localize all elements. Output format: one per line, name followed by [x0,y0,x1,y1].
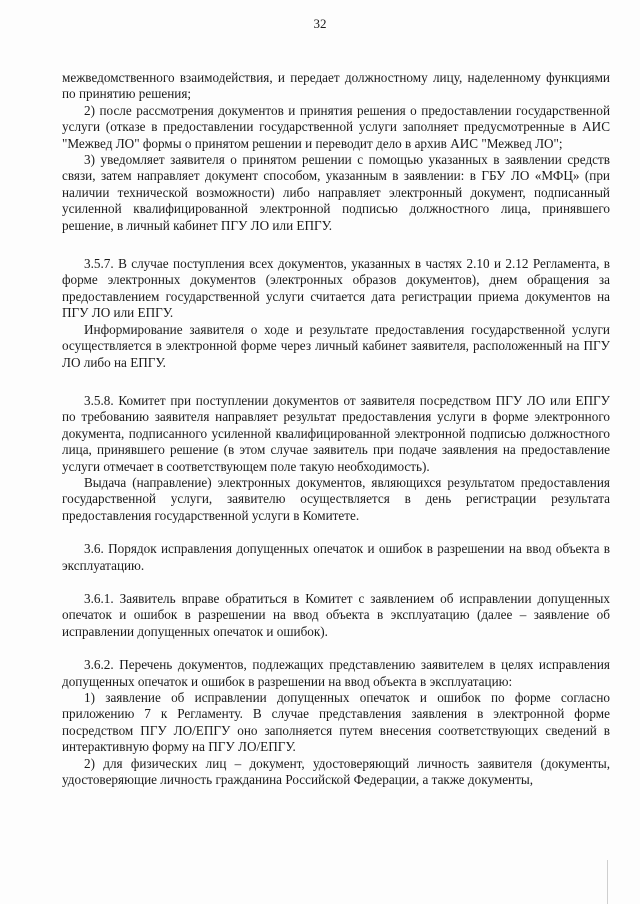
clause-3-6-2: 3.6.2. Перечень документов, подлежащих представлению заявителем в целях исправления допущенных опечаток и ошибок в разрешении на ввод объекта в эксплуатацию: [62,657,610,689]
page-number: 32 [313,16,327,31]
list-item-2: 2) после рассмотрения документов и принятия решения о предоставлении государственной услуги (отказе в предоставлении государственной услуги заполняет предусмотренные в АИС "Межвед ЛО" формы о принятом решении и переводит дело в архив АИС "Межвед ЛО"; [62,102,610,151]
document-body [62,70,610,788]
clause-3-5-8-issue: Выдача (направление) электронных документов, являющихся результатом предоставления государственной услуги, заявителю осуществляется в день регистрации результата предоставления государственной услуги в Комитете. [62,474,610,523]
paragraph-spacer [62,640,610,657]
clause-3-5-7: 3.5.7. В случае поступления всех документов, указанных в частях 2.10 и 2.12 Регламента, в форме электронных документов (электронных образов документов), днем обращения за предоставлением государственной услуги считается дата регистрации приема документов на ПГУ ЛО или ЕПГУ. [62,256,610,321]
list-item-3: 3) уведомляет заявителя о принятом решении с помощью указанных в заявлении средств связи, затем направляет документ способом, указанным в заявлении: в ГБУ ЛО «МФЦ» (при наличии технической возможности) либо направляет электронный документ, подписанный усиленной квалифицированной электронной подписью должностного лица, принявшего решение, в личный кабинет ПГУ ЛО или ЕПГУ. [62,152,610,233]
paragraph-continuation: межведомственного взаимодействия, и передает должностному лицу, наделенному функциями по принятию решения; [62,70,610,102]
list-item-2-physical-persons: 2) для физических лиц – документ, удостоверяющий личность заявителя (документы, удостоверяющие личность гражданина Российской Федерации, а также документы, [62,755,610,788]
clause-3-5-7-info: Информирование заявителя о ходе и результате предоставления государственной услуги осуществляется в электронной форме через личный кабинет заявителя, расположенный на ПГУ ЛО либо на ЕПГУ. [62,321,610,370]
paragraph-spacer [62,371,610,393]
section-3-6-heading: 3.6. Порядок исправления допущенных опечаток и ошибок в разрешении на ввод объекта в эксплуатацию. [62,541,610,573]
paragraph-spacer [62,574,610,591]
list-item-1: 1) заявление об исправлении допущенных опечаток и ошибок по форме согласно приложению 7 к Регламенту. В случае представления заявления в электронной форме посредством ПГУ ЛО/ЕПГУ оно заполняется путем внесения соответствующих сведений в интерактивную форму на ПГУ ЛО/ЕПГУ. [62,690,610,755]
paragraph-spacer [62,234,610,256]
paragraph-spacer [62,524,610,541]
scan-edge-mark [607,860,608,904]
clause-3-5-8: 3.5.8. Комитет при поступлении документов от заявителя посредством ПГУ ЛО или ЕПГУ по требованию заявителя направляет результат предоставления услуги в форме электронного документа, подписанного усиленной квалифицированной электронной подписью должностного лица, принявшего решение (в этом случае заявитель при подаче заявления на предоставление услуги отмечает в соответствующем поле такую необходимость). [62,392,610,474]
clause-3-6-1: 3.6.1. Заявитель вправе обратиться в Комитет с заявлением об исправлении допущенных опечаток и ошибок в разрешении на ввод объекта в эксплуатацию (далее – заявление об исправлении допущенных опечаток и ошибок). [62,590,610,639]
